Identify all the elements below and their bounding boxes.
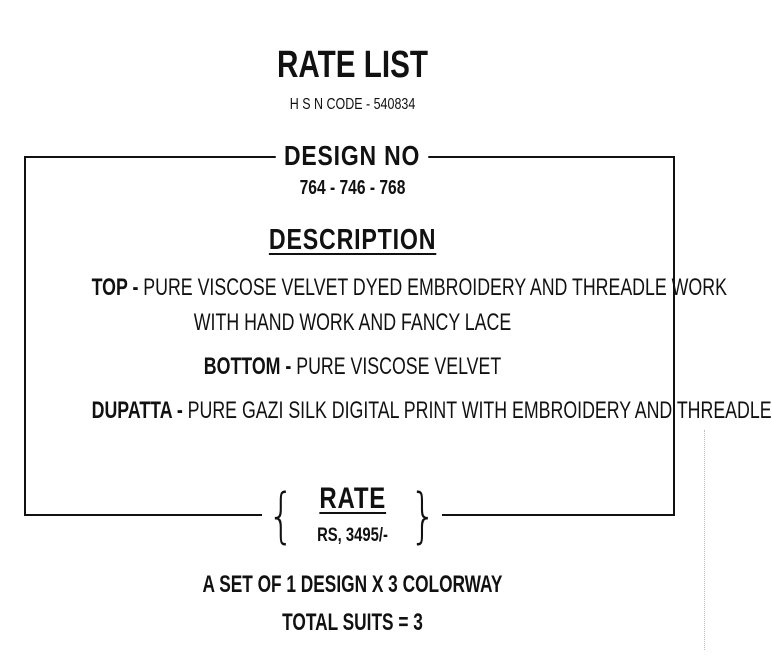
right-brace-icon: }	[409, 481, 437, 551]
description-heading: DESCRIPTION	[268, 224, 437, 256]
dupatta-label: DUPATTA -	[91, 397, 183, 424]
rate-label: RATE	[319, 482, 386, 515]
bottom-label: BOTTOM -	[203, 353, 292, 380]
top-label: TOP -	[91, 274, 139, 301]
edge-dotted-line	[702, 430, 705, 650]
rate-label-wrap	[0, 482, 705, 516]
bottom-description-line	[92, 353, 614, 381]
hsn-code: H S N CODE - 540834	[289, 96, 416, 113]
design-heading-wrap	[0, 140, 705, 172]
top-text-1: PURE VISCOSE VELVET DYED EMBROIDERY AND THREADLE WORK	[143, 274, 727, 301]
bottom-text: PURE VISCOSE VELVET	[296, 353, 502, 380]
rate-block	[0, 480, 705, 552]
dupatta-description-line	[91, 397, 772, 425]
design-heading: DESIGN NO	[276, 140, 429, 172]
dupatta-text: PURE GAZI SILK DIGITAL PRINT WITH EMBROIDERY AND THREADLE	[187, 397, 772, 424]
top-description-line-2	[92, 309, 614, 337]
total-suits: TOTAL SUITS = 3	[282, 609, 423, 636]
set-summary: A SET OF 1 DESIGN X 3 COLORWAY	[202, 571, 503, 598]
design-numbers: 764 - 746 - 768	[299, 177, 406, 199]
top-description-line-1	[91, 274, 727, 302]
top-text-2: WITH HAND WORK AND FANCY LACE	[193, 309, 512, 336]
description-heading-wrap	[0, 224, 705, 257]
rate-value: RS, 3495/-	[317, 525, 388, 546]
left-brace-icon: {	[267, 481, 295, 551]
page-title: RATE LIST	[277, 44, 428, 86]
